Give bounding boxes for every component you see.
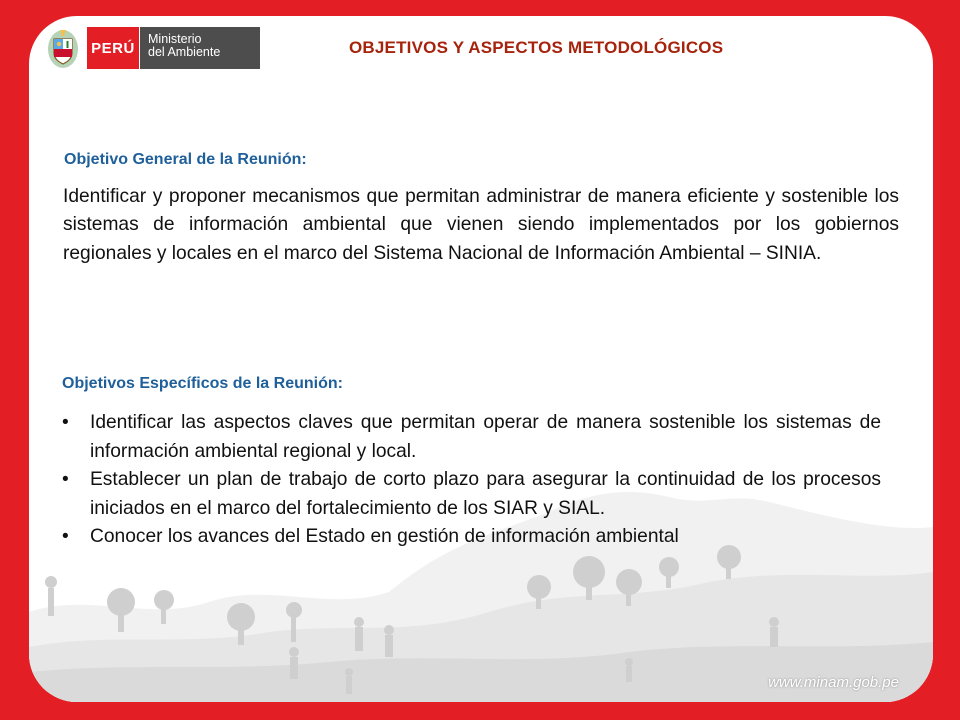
bullet-icon: •	[62, 526, 69, 547]
logo-country-label: PERÚ	[87, 27, 139, 69]
slide-title: OBJETIVOS Y ASPECTOS METODOLÓGICOS	[349, 38, 724, 57]
logo-ministry-label	[140, 27, 260, 69]
specific-objectives-heading: Objetivos Específicos de la Reunión:	[62, 375, 343, 392]
list-item	[59, 466, 881, 523]
minam-logo	[47, 27, 260, 69]
bullet-icon: •	[62, 412, 69, 433]
general-objective-text: Identificar y proponer mecanismos que permitan administrar de manera eficiente y sostenible los sistemas de información ambiental que vienen siendo implementados por los gobiernos regionales y locales en el marco del Sistema Nacional de Información Ambiental – SINIA.	[63, 186, 899, 264]
logo-ministry-line1: Ministerio	[148, 32, 202, 46]
list-item-text: Identificar las aspectos claves que permitan operar de manera sostenible los sistemas de información ambiental regional y local.	[90, 412, 881, 462]
list-item	[59, 409, 881, 466]
content-panel	[29, 16, 933, 702]
list-item	[59, 523, 881, 552]
coat-of-arms-icon	[47, 27, 79, 69]
website-url: www.minam.gob.pe	[768, 674, 899, 691]
list-item-text: Conocer los avances del Estado en gestión de información ambiental	[90, 526, 679, 547]
specific-objectives-list	[59, 409, 881, 552]
bullet-icon: •	[62, 469, 69, 490]
list-item-text: Establecer un plan de trabajo de corto plazo para asegurar la continuidad de los procesos iniciados en el marco del fortalecimiento de los SIAR y SIAL.	[90, 469, 881, 519]
general-objective-heading: Objetivo General de la Reunión:	[64, 151, 307, 168]
logo-ministry-line2: del Ambiente	[148, 45, 221, 59]
